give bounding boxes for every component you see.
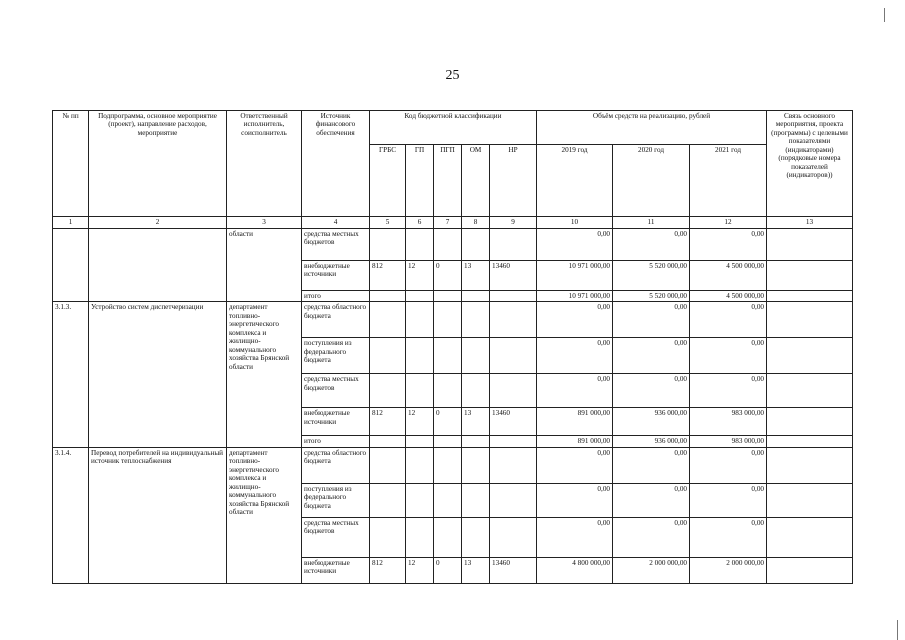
table-row [53, 302, 853, 338]
column-numbers-row [53, 217, 853, 229]
col-number: 5 [370, 217, 406, 229]
source-cell: средства областного бюджета [302, 447, 370, 483]
num-cell: 3.1.3. [53, 302, 89, 447]
code-grbs: 812 [370, 408, 406, 436]
value-2020: 5 520 000,00 [613, 261, 690, 291]
col-number: 2 [89, 217, 227, 229]
value-2019: 891 000,00 [537, 408, 613, 436]
total-2020: 5 520 000,00 [613, 291, 690, 302]
code-pgp: 0 [434, 408, 462, 436]
col-number: 1 [53, 217, 89, 229]
col-number: 11 [613, 217, 690, 229]
source-cell: средства местных бюджетов [302, 374, 370, 408]
source-cell: средства местных бюджетов [302, 229, 370, 261]
header-np: НР [490, 145, 537, 217]
value-2019: 0,00 [537, 338, 613, 374]
col-number: 10 [537, 217, 613, 229]
header-gp: ГП [406, 145, 434, 217]
value-2020: 0,00 [613, 302, 690, 338]
header-2019: 2019 год [537, 145, 613, 217]
value-2019: 0,00 [537, 229, 613, 261]
code-pgp: 0 [434, 261, 462, 291]
source-cell: внебюджетные источники [302, 261, 370, 291]
value-2019: 0,00 [537, 517, 613, 557]
header-num: № пп [53, 111, 89, 217]
col-number: 3 [227, 217, 302, 229]
header-row [53, 111, 853, 145]
col-number: 6 [406, 217, 434, 229]
source-cell: внебюджетные источники [302, 408, 370, 436]
col-number: 4 [302, 217, 370, 229]
total-2021: 983 000,00 [690, 436, 767, 447]
value-2021: 0,00 [690, 483, 767, 517]
code-np: 13460 [490, 408, 537, 436]
col-number: 8 [462, 217, 490, 229]
executor-cell: департамент топливно-энергетического комплекса и жилищно-коммунального хозяйства Брянской области [227, 447, 302, 583]
value-2020: 2 000 000,00 [613, 557, 690, 583]
col-number: 9 [490, 217, 537, 229]
value-2020: 0,00 [613, 374, 690, 408]
code-np: 13460 [490, 261, 537, 291]
col-number: 12 [690, 217, 767, 229]
page-number: 25 [445, 68, 460, 83]
value-2020: 0,00 [613, 229, 690, 261]
value-2019: 0,00 [537, 483, 613, 517]
value-2021: 4 500 000,00 [690, 261, 767, 291]
value-2019: 0,00 [537, 302, 613, 338]
header-budget-code: Код бюджетной классификации [370, 111, 537, 145]
value-2020: 936 000,00 [613, 408, 690, 436]
header-2021: 2021 год [690, 145, 767, 217]
source-cell: итого [302, 291, 370, 302]
code-gp: 12 [406, 261, 434, 291]
source-cell: средства областного бюджета [302, 302, 370, 338]
code-om: 13 [462, 261, 490, 291]
code-om: 13 [462, 557, 490, 583]
program-cell: Устройство систем диспетчеризации [89, 302, 227, 447]
source-cell: поступления из федерального бюджета [302, 338, 370, 374]
value-2021: 0,00 [690, 302, 767, 338]
header-volume: Объём средств на реализацию, рублей [537, 111, 767, 145]
value-2021: 0,00 [690, 338, 767, 374]
value-2021: 0,00 [690, 517, 767, 557]
source-cell: средства местных бюджетов [302, 517, 370, 557]
value-2019: 0,00 [537, 447, 613, 483]
edge-mark-bottom [897, 620, 898, 640]
code-om: 13 [462, 408, 490, 436]
total-2021: 4 500 000,00 [690, 291, 767, 302]
total-2020: 936 000,00 [613, 436, 690, 447]
header-2020: 2020 год [613, 145, 690, 217]
value-2021: 983 000,00 [690, 408, 767, 436]
header-link: Связь основного мероприятия, проекта (программы) с целевыми показателями (индикаторами) (порядковые номера показателей (индикаторов)) [767, 111, 853, 217]
header-program: Подпрограмма, основное мероприятие (проект), направление расходов, мероприятие [89, 111, 227, 217]
value-2021: 0,00 [690, 447, 767, 483]
code-pgp: 0 [434, 557, 462, 583]
table-row [53, 229, 853, 261]
value-2021: 0,00 [690, 374, 767, 408]
program-cell [89, 229, 227, 302]
executor-cell: области [227, 229, 302, 302]
value-2020: 0,00 [613, 517, 690, 557]
table-row [53, 447, 853, 483]
value-2020: 0,00 [613, 447, 690, 483]
value-2019: 10 971 000,00 [537, 261, 613, 291]
num-cell: 3.1.4. [53, 447, 89, 583]
value-2020: 0,00 [613, 483, 690, 517]
executor-cell: департамент топливно-энергетического комплекса и жилищно-коммунального хозяйства Брянской области [227, 302, 302, 447]
source-cell: итого [302, 436, 370, 447]
total-2019: 891 000,00 [537, 436, 613, 447]
value-2021: 2 000 000,00 [690, 557, 767, 583]
header-grbs: ГРБС [370, 145, 406, 217]
edge-mark-top [884, 8, 885, 22]
col-number: 13 [767, 217, 853, 229]
source-cell: внебюджетные источники [302, 557, 370, 583]
code-grbs: 812 [370, 557, 406, 583]
source-cell: поступления из федерального бюджета [302, 483, 370, 517]
code-grbs: 812 [370, 261, 406, 291]
program-cell: Перевод потребителей на индивидуальный источник теплоснабжения [89, 447, 227, 583]
code-gp: 12 [406, 557, 434, 583]
value-2019: 0,00 [537, 374, 613, 408]
budget-table [52, 110, 853, 584]
value-2020: 0,00 [613, 338, 690, 374]
header-source: Источник финансового обеспечения [302, 111, 370, 217]
header-pgp: ПГП [434, 145, 462, 217]
code-gp: 12 [406, 408, 434, 436]
value-2019: 4 800 000,00 [537, 557, 613, 583]
value-2021: 0,00 [690, 229, 767, 261]
header-executor: Ответственный исполнитель, соисполнитель [227, 111, 302, 217]
total-2019: 10 971 000,00 [537, 291, 613, 302]
num-cell [53, 229, 89, 302]
code-np: 13460 [490, 557, 537, 583]
header-om: ОМ [462, 145, 490, 217]
col-number: 7 [434, 217, 462, 229]
